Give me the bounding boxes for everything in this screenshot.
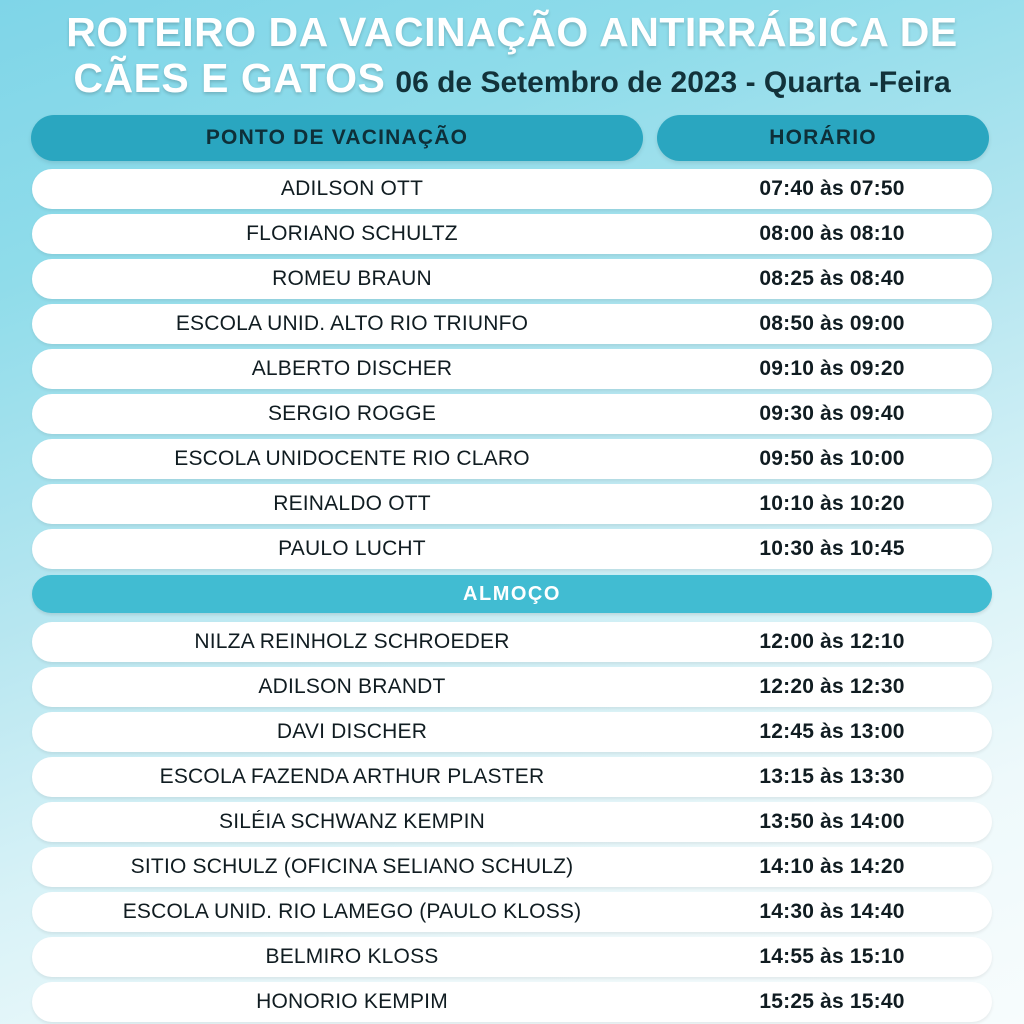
table-row [32, 757, 992, 797]
cell-time: 09:50 às 10:00 [759, 447, 905, 471]
table-row [32, 394, 992, 434]
table-row [32, 214, 992, 254]
table-row [32, 802, 992, 842]
table-row [32, 169, 992, 209]
cell-point: ESCOLA UNIDOCENTE RIO CLARO [174, 447, 530, 471]
table-header [32, 115, 992, 161]
cell-point: BELMIRO KLOSS [265, 945, 439, 969]
schedule-date: 06 de Setembro de 2023 - Quarta -Feira [395, 66, 951, 100]
table-row [32, 529, 992, 569]
cell-time: 08:00 às 08:10 [759, 222, 905, 246]
cell-point: ESCOLA UNID. ALTO RIO TRIUNFO [175, 312, 529, 336]
table-row [32, 892, 992, 932]
table-row [32, 349, 992, 389]
cell-point: SILÉIA SCHWANZ KEMPIN [219, 810, 485, 834]
table-row [32, 484, 992, 524]
cell-point: ROMEU BRAUN [272, 267, 432, 291]
column-header-point: PONTO DE VACINAÇÃO [31, 115, 643, 161]
cell-time: 09:10 às 09:20 [759, 357, 905, 381]
cell-time: 15:25 às 15:40 [759, 990, 905, 1014]
cell-time: 12:45 às 13:00 [759, 720, 905, 744]
cell-time: 14:55 às 15:10 [759, 945, 905, 969]
cell-time: 12:20 às 12:30 [759, 675, 905, 699]
cell-time: 13:15 às 13:30 [759, 765, 905, 789]
title-line-2-row [32, 55, 992, 102]
table-row [32, 667, 992, 707]
cell-time: 08:25 às 08:40 [759, 267, 905, 291]
table-row [32, 937, 992, 977]
cell-time: 09:30 às 09:40 [759, 402, 905, 426]
cell-point: ESCOLA UNID. RIO LAMEGO (PAULO KLOSS) [122, 900, 582, 924]
cell-point: ALBERTO DISCHER [251, 357, 453, 381]
table-row [32, 259, 992, 299]
cell-time: 14:10 às 14:20 [759, 855, 905, 879]
cell-point: DAVI DISCHER [276, 720, 428, 744]
lunch-break-label: ALMOÇO [463, 582, 561, 605]
table-row [32, 847, 992, 887]
lunch-break-row [32, 575, 992, 613]
cell-point: NILZA REINHOLZ SCHROEDER [194, 630, 510, 654]
cell-time: 10:10 às 10:20 [759, 492, 905, 516]
cell-point: HONORIO KEMPIM [256, 990, 448, 1014]
title-line-1: ROTEIRO DA VACINAÇÃO ANTIRRÁBICA DE [66, 9, 958, 55]
schedule-rows [32, 169, 992, 1022]
cell-time: 14:30 às 14:40 [759, 900, 905, 924]
cell-time: 08:50 às 09:00 [759, 312, 905, 336]
table-row [32, 712, 992, 752]
cell-point: SITIO SCHULZ (OFICINA SELIANO SCHULZ) [130, 855, 574, 879]
cell-time: 07:40 às 07:50 [759, 177, 905, 201]
cell-point: FLORIANO SCHULTZ [246, 222, 458, 246]
column-header-time: HORÁRIO [657, 115, 989, 161]
cell-point: ADILSON OTT [280, 177, 424, 201]
cell-time: 12:00 às 12:10 [759, 630, 905, 654]
cell-point: PAULO LUCHT [278, 537, 426, 561]
cell-point: SERGIO ROGGE [267, 402, 437, 426]
cell-point: ESCOLA FAZENDA ARTHUR PLASTER [159, 765, 545, 789]
cell-point: ADILSON BRANDT [258, 675, 446, 699]
page-title [32, 10, 992, 105]
table-row [32, 304, 992, 344]
table-row [32, 622, 992, 662]
cell-point: REINALDO OTT [273, 492, 431, 516]
table-row [32, 439, 992, 479]
title-line-2: CÃES E GATOS [73, 55, 386, 102]
table-row [32, 982, 992, 1022]
cell-time: 13:50 às 14:00 [759, 810, 905, 834]
cell-time: 10:30 às 10:45 [759, 537, 905, 561]
